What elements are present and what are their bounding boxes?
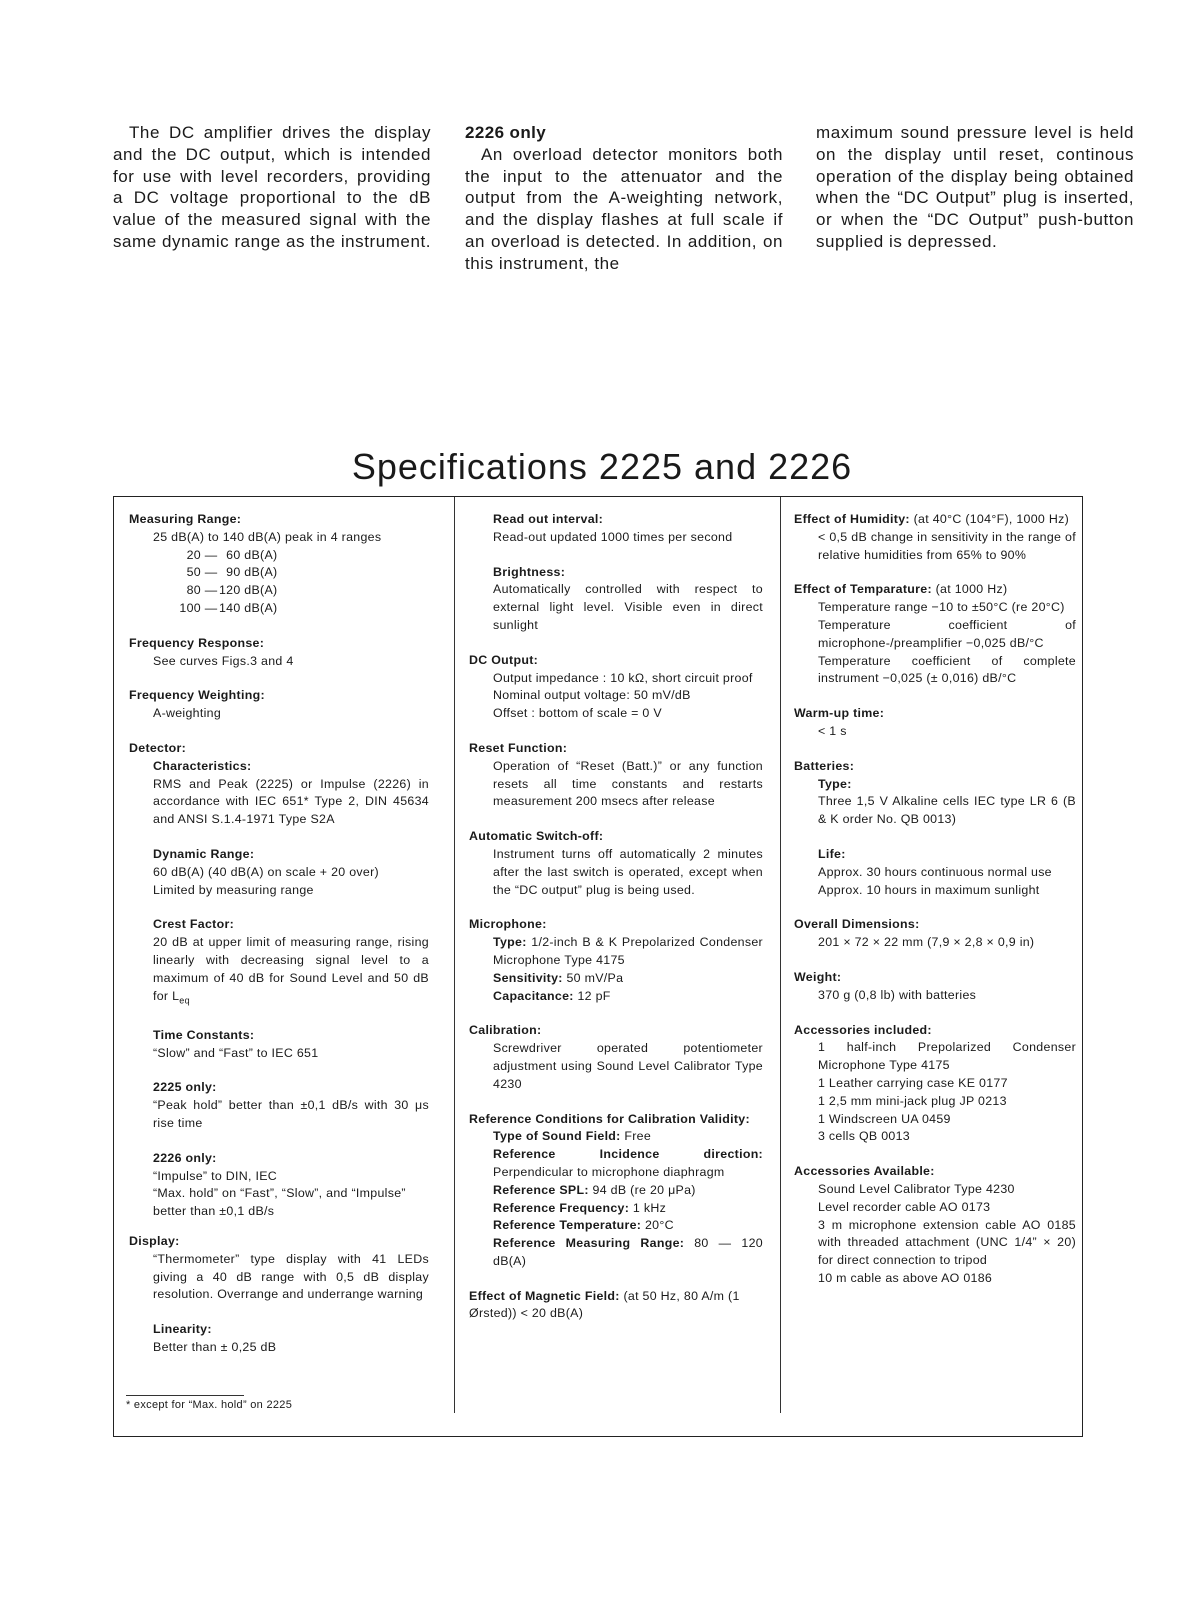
range-dash: — [204, 583, 218, 598]
spec-text: “Peak hold” better than ±0,1 dB/s with 30 μs rise time [153, 1098, 429, 1130]
spec-text [469, 970, 763, 988]
spec-warm-up [794, 705, 1076, 741]
spec-accessories-included [794, 1022, 1076, 1147]
intro-paragraph-overload: An overload detector monitors both the input to the attenuator and the output from the A-weighting network, and the display flashes at full scale if an overload is detected. In addition, on this instrument, the [465, 144, 783, 273]
spec-text [469, 1182, 763, 1200]
spec-text [469, 1288, 763, 1324]
spec-characteristics [129, 758, 429, 829]
spec-text: Temperature coefficient of microphone-/preamplifier −0,025 dB/°C [818, 617, 1076, 650]
spec-label: Capacitance: [493, 988, 574, 1003]
spec-heading: DC Output: [469, 652, 539, 667]
spec-text: Instrument turns off automatically 2 minutes after the last switch is operated, except when the “DC output” plug is being used. [493, 846, 763, 897]
spec-text: A-weighting [153, 706, 222, 721]
spec-column-1 [129, 511, 429, 1374]
range-high: 120 dB(A) [218, 583, 278, 598]
spec-heading: Read out interval: [493, 512, 604, 526]
spec-measuring-range [129, 511, 429, 618]
spec-text: Three 1,5 V Alkaline cells IEC type LR 6 (B & K order No. QB 0013) [818, 794, 1076, 827]
spec-heading: Frequency Response: [129, 635, 265, 650]
spec-subheading: Crest Factor: [153, 917, 235, 932]
range-high: 90 dB(A) [226, 565, 278, 580]
spec-label: Type: [493, 935, 527, 950]
spec-text: < 1 s [818, 723, 847, 738]
spec-value: 94 dB (re 20 μPa) [588, 1182, 696, 1197]
spec-text [469, 1128, 763, 1146]
spec-subheading: Characteristics: [153, 758, 252, 773]
spec-text: Better than ± 0,25 dB [153, 1339, 277, 1354]
spec-heading: Brightness: [493, 564, 566, 579]
range-dash: — [204, 600, 218, 615]
spec-2226-only [129, 1150, 429, 1221]
spec-detector [129, 740, 429, 1221]
spec-text: “Slow” and “Fast” to IEC 651 [153, 1045, 319, 1060]
spec-microphone [469, 916, 763, 1005]
spec-text: Temperature range −10 to ±50°C (re 20°C) [818, 600, 1065, 615]
range-high: 140 dB(A) [218, 600, 278, 615]
list-item: 3 cells QB 0013 [818, 1129, 910, 1144]
column-divider [454, 497, 455, 1413]
spec-subheading: Time Constants: [153, 1027, 255, 1042]
spec-value: 20°C [641, 1218, 674, 1233]
spec-text: Offset : bottom of scale = 0 V [493, 706, 662, 721]
range-row [129, 582, 429, 600]
spec-text: 60 dB(A) (40 dB(A) on scale + 20 over) [153, 864, 379, 879]
spec-heading: Effect of Temparature: [794, 582, 932, 597]
spec-text: RMS and Peak (2225) or Impulse (2226) in accordance with IEC 651* Type 2, DIN 45634 and ANSI S.1.4-1971 Type S2A [153, 776, 429, 827]
spec-heading: Microphone: [469, 917, 547, 932]
spec-heading: Calibration: [469, 1023, 542, 1038]
list-item: 1 half-inch Prepolarized Condenser Microphone Type 4175 [818, 1040, 1076, 1073]
spec-dynamic-range [129, 846, 429, 899]
range-dash: — [204, 565, 218, 580]
range-row [129, 564, 429, 582]
range-row [129, 547, 429, 565]
spec-heading: Batteries: [794, 758, 855, 773]
spec-column-3 [794, 511, 1076, 1305]
spec-subheading: Life: [818, 846, 846, 861]
spec-value: 12 pF [573, 988, 611, 1003]
range-low: 50 [186, 565, 201, 580]
spec-accessories-available [794, 1163, 1076, 1288]
spec-humidity [794, 511, 1076, 564]
spec-value: 50 mV/Pa [562, 970, 624, 985]
spec-text: Output impedance : 10 kΩ, short circuit proof [493, 670, 753, 685]
spec-heading: Display: [129, 1233, 180, 1248]
spec-temperature [794, 581, 1076, 688]
spec-batteries [794, 758, 1076, 900]
list-item: 3 m microphone extension cable AO 0185 with threaded attachment (UNC 1/4” × 20) for direct connection to tripod [818, 1217, 1076, 1268]
spec-text: Approx. 10 hours in maximum sunlight [818, 882, 1040, 897]
spec-automatic-switch-off [469, 828, 763, 899]
spec-text: “Thermometer” type display with 41 LEDs giving a 40 dB range with 0,5 dB display resolution. Overrange and underrange warning [153, 1251, 429, 1302]
spec-text: Temperature coefficient of complete instrument −0,025 (± 0,016) dB/°C [818, 653, 1076, 686]
spec-label: Reference SPL: [493, 1182, 589, 1197]
list-item: 1 2,5 mm mini-jack plug JP 0213 [818, 1093, 1007, 1108]
spec-display-text [129, 1251, 429, 1304]
spec-text: Nominal output voltage: 50 mV/dB [493, 688, 691, 703]
range-row [129, 600, 429, 618]
spec-reference-conditions [469, 1111, 763, 1271]
range-high: 60 dB(A) [226, 547, 278, 562]
intro-column-3 [816, 122, 1134, 253]
list-item: 1 Windscreen UA 0459 [818, 1111, 951, 1126]
list-item: 1 Leather carrying case KE 0177 [818, 1075, 1008, 1090]
spec-text: 370 g (0,8 lb) with batteries [818, 987, 977, 1002]
spec-value: Perpendicular to microphone diaphragm [493, 1164, 725, 1179]
spec-text: “Impulse” to DIN, IEC [153, 1168, 278, 1183]
spec-display [129, 1233, 429, 1357]
range-low: 20 [186, 547, 201, 562]
range-dash: — [204, 547, 218, 562]
spec-heading: Measuring Range: [129, 512, 242, 526]
spec-text [469, 934, 763, 970]
spec-condition: (at 1000 Hz) [931, 582, 1008, 597]
spec-heading: Frequency Weighting: [129, 688, 265, 703]
spec-condition: (at 40°C (104°F), 1000 Hz) [909, 512, 1070, 526]
spec-heading: Detector: [129, 740, 187, 755]
spec-column-2 [469, 511, 763, 1340]
crest-subscript: eq [179, 995, 190, 1005]
specifications-title: Specifications 2225 and 2226 [351, 446, 853, 487]
spec-text: Approx. 30 hours continuous normal use [818, 864, 1052, 879]
spec-label: Reference Measuring Range: [493, 1236, 685, 1251]
spec-text [153, 934, 429, 1010]
spec-heading: Weight: [794, 969, 842, 984]
spec-heading: Accessories included: [794, 1022, 932, 1037]
spec-subheading: 2225 only: [153, 1080, 217, 1095]
spec-value: 1 kHz [629, 1200, 667, 1215]
spec-label: Reference Incidence direction: [493, 1147, 763, 1162]
footnote-rule [126, 1395, 244, 1396]
spec-text [469, 1235, 763, 1271]
intro-paragraph-dc-amplifier: The DC amplifier drives the display and the DC output, which is intended for use with level recorders, providing a DC voltage proportional to the dB value of the measured signal with the same dynamic range as the instrument. [113, 123, 431, 251]
range-low: 100 [179, 600, 201, 615]
spec-frequency-weighting [129, 687, 429, 723]
spec-label: Reference Temperature: [493, 1218, 642, 1233]
spec-heading: Automatic Switch-off: [469, 829, 604, 844]
spec-subheading: 2226 only: [153, 1150, 217, 1165]
spec-text [469, 1200, 763, 1218]
spec-battery-life [794, 846, 1076, 899]
spec-magnetic-field [469, 1288, 763, 1324]
spec-text: Limited by measuring range [153, 882, 314, 897]
spec-value: Free [620, 1129, 652, 1144]
crest-text: 20 dB at upper limit of measuring range, rising linearly with decreasing signal level to a maximum of 40 dB for Sound Level and 50 dB for L [153, 935, 429, 1003]
intro-column-2 [465, 122, 783, 275]
spec-dimensions [794, 916, 1076, 952]
spec-reset-function [469, 740, 763, 811]
list-item: Sound Level Calibrator Type 4230 [818, 1181, 1015, 1196]
intro-column-1 [113, 122, 431, 253]
spec-heading: Overall Dimensions: [794, 917, 920, 932]
spec-value: 80 — 120 dB(A) [493, 1236, 763, 1268]
spec-text [794, 581, 1076, 599]
spec-2225-only [129, 1079, 429, 1132]
spec-heading: Warm-up time: [794, 706, 885, 721]
spec-subheading: Dynamic Range: [153, 846, 255, 861]
spec-dc-output [469, 652, 763, 723]
spec-linearity [129, 1321, 429, 1357]
spec-text: 201 × 72 × 22 mm (7,9 × 2,8 × 0,9 in) [818, 935, 1035, 950]
spec-value: 1/2-inch B & K Prepolarized Condenser Microphone Type 4175 [493, 935, 763, 967]
spec-heading: Accessories Available: [794, 1164, 935, 1179]
spec-subheading: Linearity: [153, 1322, 212, 1337]
spec-heading: Effect of Humidity: [794, 512, 910, 526]
list-item: 10 m cable as above AO 0186 [818, 1270, 993, 1285]
specifications-box [113, 496, 1083, 1437]
spec-heading: Effect of Magnetic Field: [469, 1288, 620, 1303]
spec-weight [794, 969, 1076, 1005]
spec-calibration [469, 1022, 763, 1093]
spec-text: Read-out updated 1000 times per second [493, 529, 733, 544]
spec-text [469, 1146, 763, 1182]
column-divider [780, 497, 781, 1413]
spec-text [469, 988, 763, 1006]
spec-label: Type of Sound Field: [493, 1129, 621, 1144]
intro-heading-2226-only: 2226 only [465, 123, 547, 142]
spec-text: See curves Figs.3 and 4 [153, 653, 294, 668]
spec-label: Sensitivity: [493, 970, 563, 985]
spec-subheading: Type: [818, 776, 852, 791]
list-item: Level recorder cable AO 0173 [818, 1199, 991, 1214]
range-low: 80 [186, 583, 201, 598]
spec-time-constants [129, 1027, 429, 1063]
spec-text: Screwdriver operated potentiometer adjustment using Sound Level Calibrator Type 4230 [493, 1041, 763, 1091]
spec-heading: Reference Conditions for Calibration Validity: [469, 1111, 750, 1126]
spec-heading: Reset Function: [469, 740, 568, 755]
spec-text: < 0,5 dB change in sensitivity in the range of relative humidities from 65% to 90% [818, 529, 1076, 562]
spec-value: (at 50 Hz, 80 A/m (1 Ørsted)) < 20 dB(A) [469, 1288, 740, 1321]
spec-text [469, 1217, 763, 1235]
intro-paragraph-max-spl: maximum sound pressure level is held on the display until reset, continous operation of the display being obtained when the “DC Output” plug is inserted, or when the “DC Output” push-button supplied is depressed. [816, 123, 1134, 251]
spec-text [794, 511, 1076, 529]
spec-frequency-response [129, 635, 429, 671]
spec-text: 25 dB(A) to 140 dB(A) peak in 4 ranges [153, 529, 382, 544]
spec-text: Automatically controlled with respect to external light level. Visible even in direct sunlight [493, 582, 763, 632]
spec-text: “Max. hold” on “Fast”, “Slow”, and “Impulse” better than ±0,1 dB/s [153, 1186, 406, 1219]
spec-text: Operation of “Reset (Batt.)” or any function resets all time constants and restarts measurement 200 msecs after release [493, 758, 763, 809]
spec-battery-type [794, 776, 1076, 829]
spec-crest-factor [129, 916, 429, 1009]
footnote: * except for “Max. hold” on 2225 [126, 1399, 293, 1411]
spec-readout-interval [469, 511, 763, 547]
spec-label: Reference Frequency: [493, 1200, 630, 1215]
spec-brightness [469, 564, 763, 635]
